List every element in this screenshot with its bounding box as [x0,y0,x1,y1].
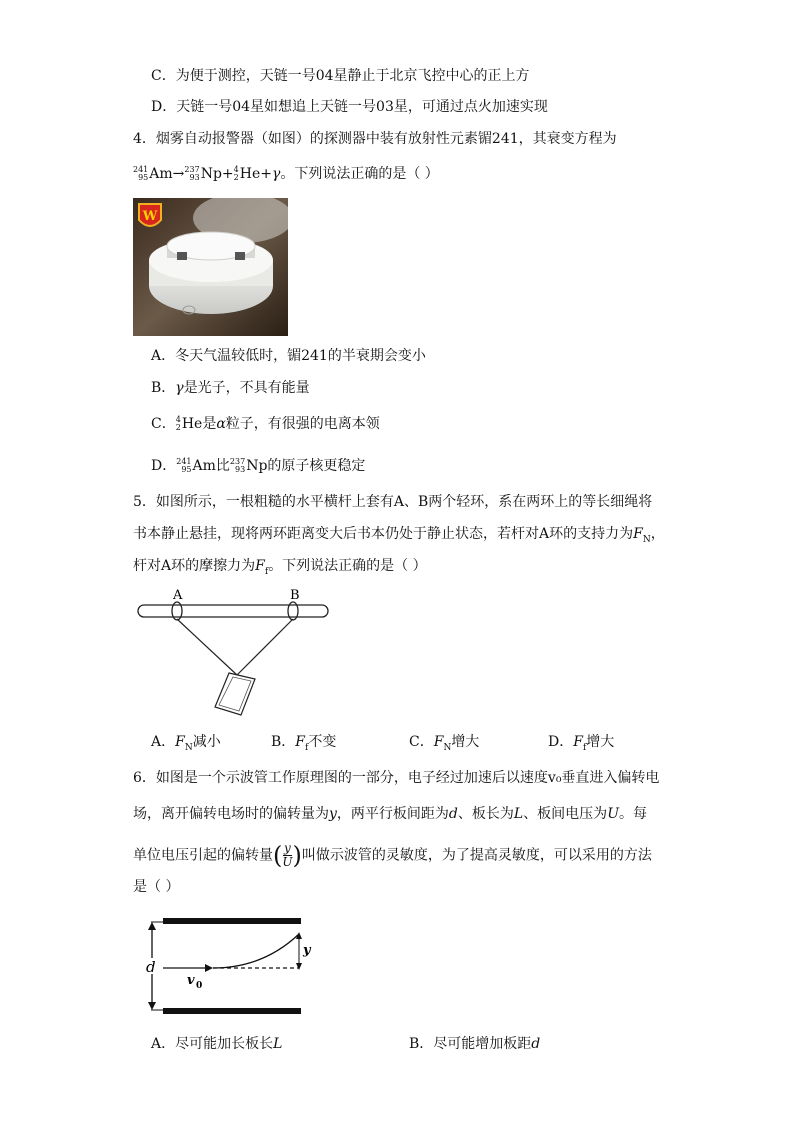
q4-option-a: A．冬天气温较低时，镅241的半衰期会变小 [151,348,426,364]
am-nucleon-numbers: 241 95 [133,165,149,182]
q4-stem-line1: 4．烟雾自动报警器（如图）的探测器中装有放射性元素镅241，其衰变方程为 [133,131,617,147]
q5-stem-line3: 杆对A环的摩擦力为$F_f$。下列说法正确的是（ ） [133,558,427,577]
arrow: → [172,166,185,182]
he-symbol: He [239,166,261,182]
svg-text:v: v [187,973,195,988]
plus-sign: + [221,166,234,182]
am-symbol: Am [149,166,173,182]
q6-stem-line4: 是（ ） [133,879,180,895]
svg-text:d: d [146,958,156,976]
svg-text:0: 0 [196,981,203,991]
svg-text:y: y [303,943,311,958]
q4-option-c: C． 4 2 He是α粒子，有很强的电离本领 [151,415,380,432]
q4-stem-tail: 。下列说法正确的是（ ） [280,166,439,182]
gamma-symbol: γ [271,166,281,182]
he-nucleon-numbers: 4 2 [233,165,239,182]
q6-figure-deflection-plates [133,912,333,1022]
q4-option-d: D． 241 95 Am比 237 93 Np的原子核更稳定 [151,457,366,474]
svg-text:A: A [173,588,183,603]
q6-stem-line3: 单位电压引起的偏转量( $\frac{y}{U}$ )叫做示波管的灵敏度，为了提高灵敏度，可以采用的方法 [133,841,652,870]
q5-stem-line1: 5．如图所示，一根粗糙的水平横杆上套有A、B两个轻环，系在两环上的等长细绳将 [133,494,653,510]
q6-stem-line2: 场，离开偏转电场时的偏转量为y，两平行板间距为d、板长为L、板间电压为U。每 [133,806,647,822]
q5-stem-line2: 书本静止悬挂，现将两环距离变大后书本仍处于静止状态，若杆对A环的支持力为$F_N$， [133,526,665,545]
logo-shield-icon [139,204,161,226]
q5-figure-rod-rings-book [133,585,333,720]
q3-option-c: C．为便于测控，天链一号04星静止于北京飞控中心的正上方 [151,68,530,84]
svg-text:W: W [142,209,158,224]
alpha-symbol: α [216,416,226,432]
np-nucleon-numbers: 237 93 [184,165,200,182]
q6-stem-line1: 6．如图是一个示波管工作原理图的一部分，电子经过加速后以速度v₀垂直进入偏转电 [133,770,660,786]
q4-decay-equation [133,164,439,184]
np-symbol: Np [200,166,222,182]
q3-option-d: D．天链一号04星如想追上天链一号03星，可通过点火加速实现 [151,99,548,115]
q4-option-b: B．γ是光子，不具有能量 [151,380,310,396]
book-icon [215,673,255,715]
plus-sign: + [260,166,272,182]
sensitivity-fraction: $\frac{y}{U}$ [282,841,293,869]
svg-text:B: B [290,588,300,603]
smoke-detector-photo [133,198,288,336]
gamma-symbol: γ [175,380,184,396]
